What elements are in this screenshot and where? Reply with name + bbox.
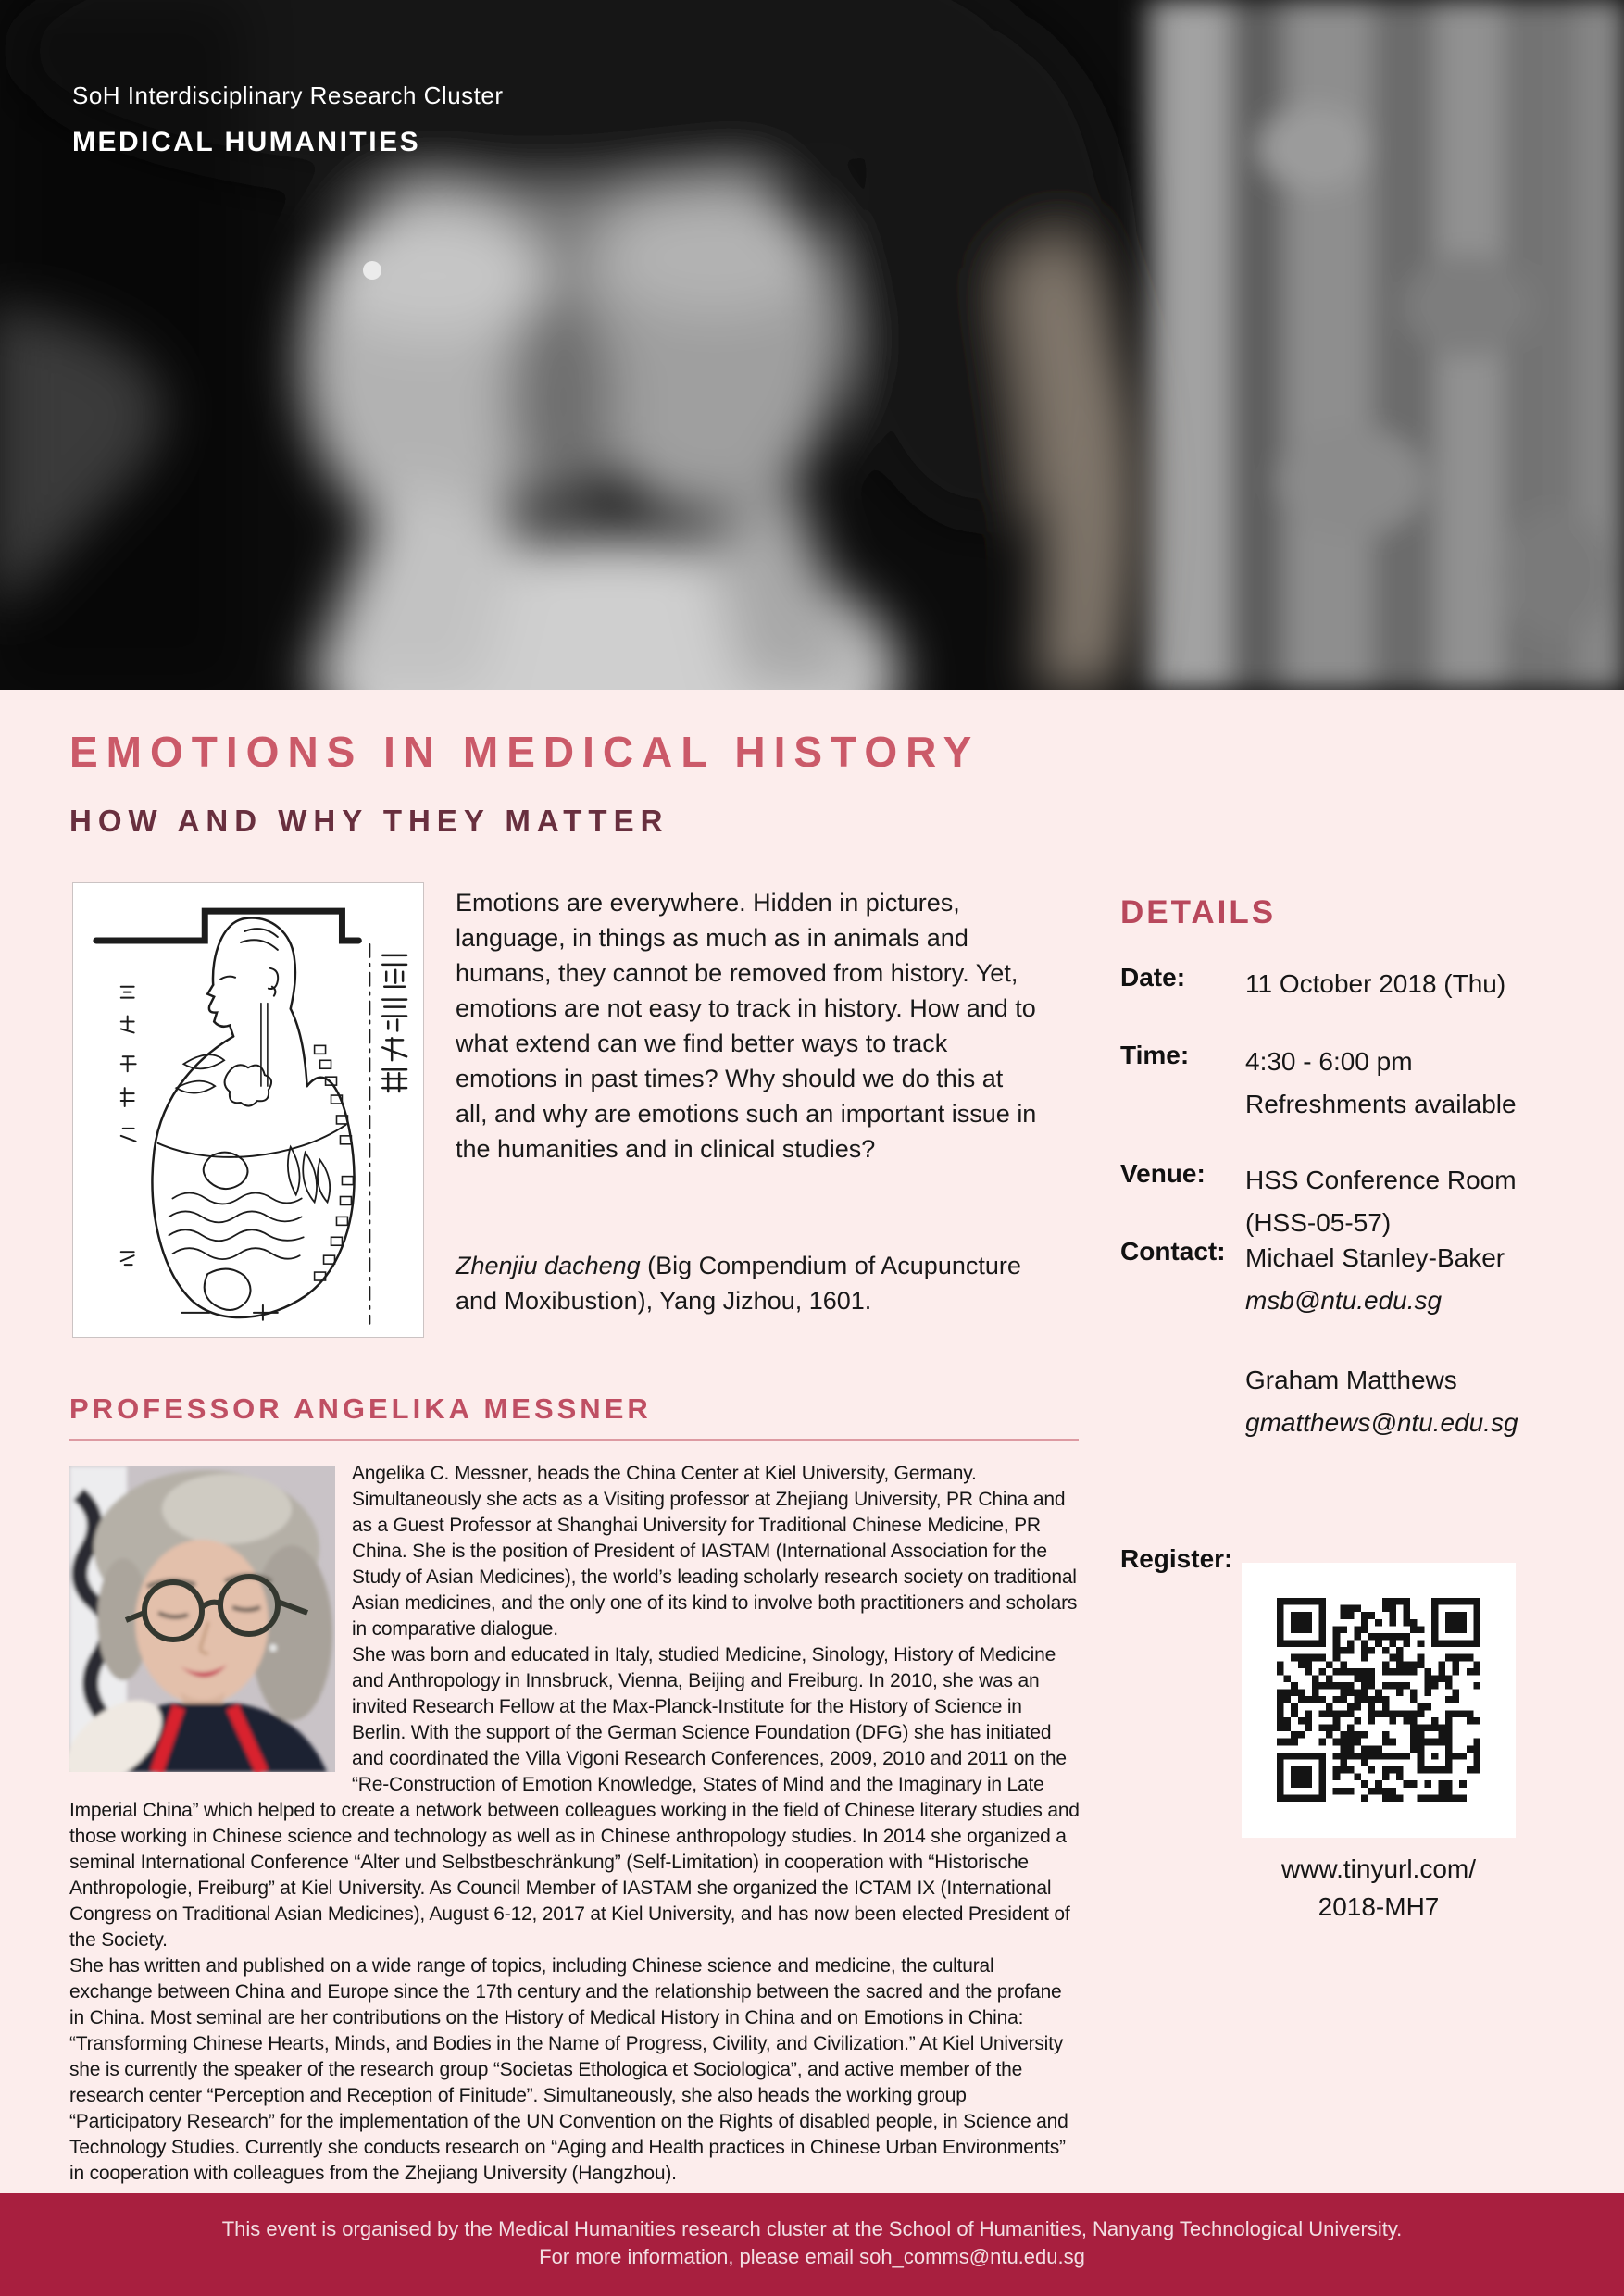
acupuncture-figure-box <box>72 882 424 1338</box>
hero-text <box>72 81 504 158</box>
footer-contact-text: For more information, please email soh_comms@ntu.edu.sg <box>539 2245 1085 2268</box>
bio-paragraph: She was born and educated in Italy, studied Medicine, Sinology, History of Medicine and Anthropology in Innsbruck, Vienna, Beijing and Freiburg. In 2010, she was an invited Research Fellow at the Max-Planck-Institute for the History of Science in Berlin. With the support of the German Science Foundation (DFG) she has initiated and coordinated the Villa Vigoni Research Conferences, 2009, 2010 and 2011 on the “Re-Construction of Emotion Knowledge, States of Mind and the Imaginary in Late Imperial China” which helped to create a network between colleagues working in the field of Chinese literary studies and those working in Chinese science and technology as well as in Chinese anthropology studies. In 2014 she organized a seminal International Conference “Alter und Selbstbeschränkung” (Self-Limitation) in cooperation with “Historische Anthropologie, Freiburg” at Kiel University. As Council Member of IASTAM she organized the ICTAM IX (International Congress on Traditional Asian Medicines), August 6-12, 2017 at Kiel University, and has now been elected President of the Society. <box>69 1644 1080 1951</box>
contact-person <box>1245 1237 1518 1322</box>
hero-cluster-name: MEDICAL HUMANITIES <box>72 127 421 157</box>
hero-photo <box>0 0 1624 690</box>
details-heading: DETAILS <box>1120 894 1277 930</box>
contact-email: msb@ntu.edu.sg <box>1245 1286 1443 1315</box>
register-url-line2: 2018-MH7 <box>1318 1892 1440 1921</box>
time-range: 4:30 - 6:00 pm <box>1245 1047 1413 1076</box>
venue-room: HSS Conference Room <box>1245 1166 1517 1194</box>
hero-kicker: SoH Interdisciplinary Research Cluster <box>72 81 504 109</box>
page-title: EMOTIONS IN MEDICAL HISTORY <box>69 728 981 776</box>
speaker-portrait-image <box>69 1466 335 1772</box>
footer-bar <box>0 2193 1624 2296</box>
qr-code <box>1277 1598 1480 1802</box>
intro-paragraph: Emotions are everywhere. Hidden in pictures, language, in things as much as in animals and humans, they cannot be removed from history. Yet, emotions are not easy to track in history. How and to what extend can we find better ways to track emotions in past times? Why should we do this at all, and why are emotions such an important issue in the humanities and in clinical studies? <box>456 889 1037 1163</box>
speaker-heading: PROFESSOR ANGELIKA MESSNER <box>69 1392 652 1425</box>
date-value: 11 October 2018 (Thu) <box>1245 969 1506 998</box>
contact-email: gmatthews@ntu.edu.sg <box>1245 1408 1518 1437</box>
time-label: Time: <box>1120 1041 1190 1069</box>
contact-person <box>1245 1359 1518 1444</box>
venue-value <box>1245 1159 1517 1244</box>
acupuncture-figure <box>73 883 423 1337</box>
speaker-portrait <box>69 1466 335 1772</box>
contact-name: Michael Stanley-Baker <box>1245 1243 1505 1272</box>
register-label: Register: <box>1120 1544 1233 1573</box>
register-url <box>1218 1850 1539 1926</box>
contact-label: Contact: <box>1120 1237 1226 1266</box>
caption-rest: (Big Compendium of Acupuncture and Moxibustion), Yang Jizhou, 1601. <box>456 1252 1021 1315</box>
qr-code-box <box>1242 1563 1516 1838</box>
register-url-line1: www.tinyurl.com/ <box>1280 1854 1477 1883</box>
caption-work-title: Zhenjiu dacheng <box>456 1252 641 1279</box>
bio-paragraph: She has written and published on a wide range of topics, including Chinese science and medicine, the cultural exchange between China and Europe since the 17th century and the relationship between the sacred and the profane in China. Most seminal are her contributions on the History of Medical History in China and on Emotions in China: “Transforming Chinese Hearts, Minds, and Bodies in the Name of Progress, Civility, and Civilization.” At Kiel University she is currently the speaker of the research group “Societas Ethologica et Sociologica”, and active member of the research center “Perception and Reception of Finitude”. Simultaneously, she also heads the working group “Participatory Research” for the implementation of the UN Convention on the Rights of disabled people, in Science and Technology Studies. Currently she conducts research on “Aging and Health practices in Chinese Urban Environments” in cooperation with colleagues from the Zhejiang University (Hangzhou). <box>69 1955 1068 2184</box>
page-subtitle: HOW AND WHY THEY MATTER <box>69 804 669 838</box>
qr-code-modules <box>1277 1598 1480 1802</box>
speaker-bio <box>69 1461 1081 2187</box>
footer-organiser-text: This event is organised by the Medical Humanities research cluster at the School of Humanities, Nanyang Technological University. <box>221 2217 1403 2240</box>
time-refreshments: Refreshments available <box>1245 1090 1517 1118</box>
bio-paragraph: Angelika C. Messner, heads the China Center at Kiel University, Germany. Simultaneously she acts as a Visiting professor at Zhejiang University, PR China and as a Guest Professor at Shanghai University for Traditional Chinese Medicine, PR China. She is the position of President of IASTAM (International Association for the Study of Asian Medicines), the world’s leading scholarly research society on traditional Asian medicines, and the only one of its kind to involve both practitioners and scholars in comparative dialogue. <box>352 1463 1078 1640</box>
venue-label: Venue: <box>1120 1159 1206 1188</box>
contact-name: Graham Matthews <box>1245 1366 1457 1394</box>
venue-code: (HSS-05-57) <box>1245 1208 1392 1237</box>
contact-value <box>1245 1237 1518 1444</box>
time-value <box>1245 1041 1517 1126</box>
date-label: Date: <box>1120 963 1186 992</box>
figure-caption <box>456 1248 1039 1318</box>
speaker-heading-rule <box>69 1439 1079 1441</box>
